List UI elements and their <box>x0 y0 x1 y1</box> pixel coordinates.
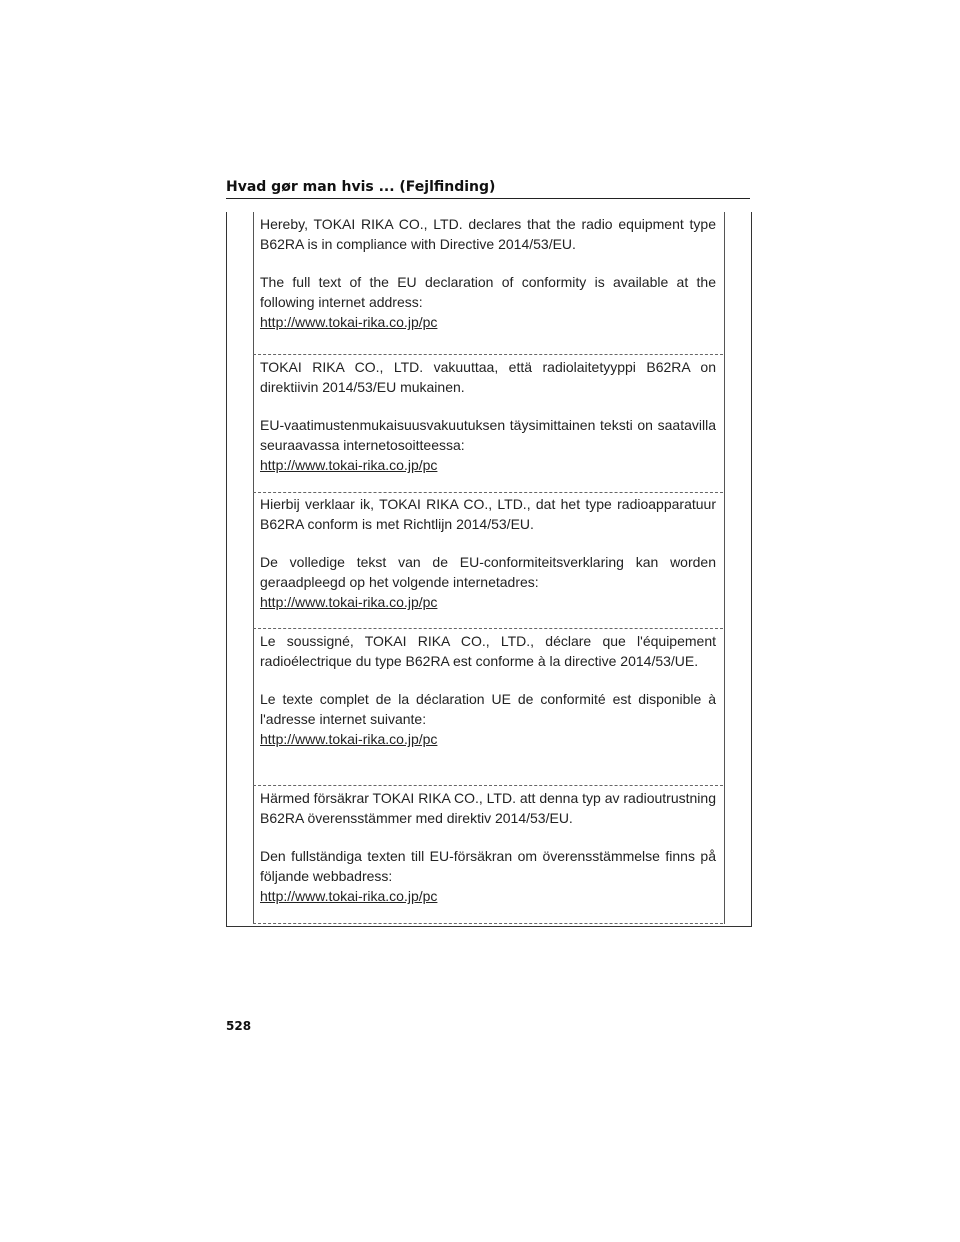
header-rule <box>226 198 750 199</box>
fulltext-note: De volledige tekst van de EU-conformiteitsverklaring kan worden geraadpleegd op het volgende internetadres: <box>260 554 716 590</box>
declaration-section-fr <box>260 631 716 749</box>
declaration-text: Hierbij verklaar ik, TOKAI RIKA CO., LTD., dat het type radioapparatuur B62RA conform is met Richtlijn 2014/53/EU. <box>260 496 716 532</box>
declaration-text: TOKAI RIKA CO., LTD. vakuuttaa, että radiolaitetyyppi B62RA on direktiivin 2014/53/EU mukainen. <box>260 359 716 395</box>
fulltext-note: Den fullständiga texten till EU-försäkran om överensstämmelse finns på följande webbadress: <box>260 848 716 884</box>
fulltext-note: Le texte complet de la déclaration UE de conformité est disponible à l'adresse internet suivante: <box>260 691 716 727</box>
declaration-link[interactable]: http://www.tokai-rika.co.jp/pc <box>260 888 438 904</box>
section-separator <box>253 354 723 355</box>
section-separator <box>253 923 723 924</box>
fulltext-note: EU-vaatimustenmukaisuusvakuutuksen täysimittainen teksti on saatavilla seuraavassa internetosoitteessa: <box>260 417 716 453</box>
page-header-title: Hvad gør man hvis ... (Fejlfinding) <box>226 179 496 195</box>
fulltext-note: The full text of the EU declaration of conformity is available at the following internet address: <box>260 274 716 310</box>
declaration-section-fi <box>260 357 716 475</box>
declaration-link[interactable]: http://www.tokai-rika.co.jp/pc <box>260 457 438 473</box>
declaration-section-nl <box>260 494 716 612</box>
page-number: 528 <box>226 1019 252 1033</box>
declaration-text: Härmed försäkrar TOKAI RIKA CO., LTD. att denna typ av radioutrustning B62RA överensstämmer med direktiv 2014/53/EU. <box>260 790 716 826</box>
declaration-text: Hereby, TOKAI RIKA CO., LTD. declares that the radio equipment type B62RA is in compliance with Directive 2014/53/EU. <box>260 216 716 252</box>
declaration-section-sv <box>260 788 716 906</box>
declaration-link[interactable]: http://www.tokai-rika.co.jp/pc <box>260 594 438 610</box>
declaration-link[interactable]: http://www.tokai-rika.co.jp/pc <box>260 314 438 330</box>
declaration-link[interactable]: http://www.tokai-rika.co.jp/pc <box>260 731 438 747</box>
declaration-section-en <box>260 214 716 332</box>
declaration-text: Le soussigné, TOKAI RIKA CO., LTD., déclare que l'équipement radioélectrique du type B62RA est conforme à la directive 2014/53/UE. <box>260 633 716 669</box>
section-separator <box>253 628 723 629</box>
section-separator <box>253 492 723 493</box>
section-separator <box>253 785 723 786</box>
